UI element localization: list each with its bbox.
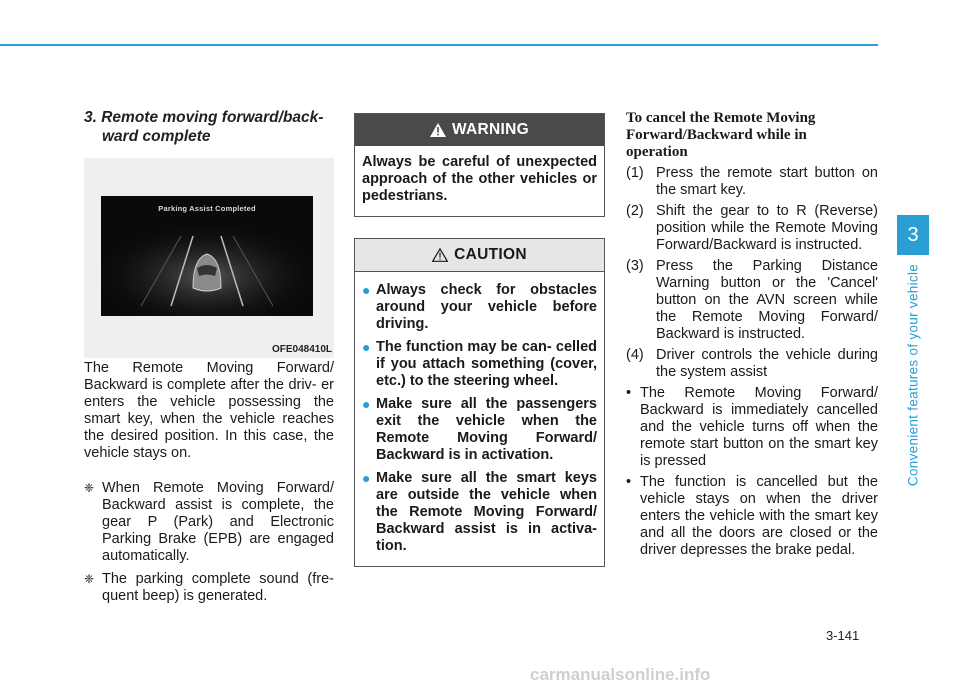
left-column: [84, 108, 334, 604]
warning-triangle-icon: [430, 123, 446, 137]
caution-list: [355, 272, 604, 555]
caution-item: ● Make sure all the passengers exit the vehicle when the Remote Moving Forward/ Backward is in activation.: [362, 396, 597, 463]
cancel-bullet: • The Remote Moving Forward/ Backward is immediately cancelled and the vehicle turns off when the remote start button on the smart key is pressed: [626, 385, 878, 469]
bullet-dot-icon: ●: [362, 282, 371, 298]
figure-code: OFE048410L: [271, 344, 332, 355]
note-item: ❈ The parking complete sound (fre- quent beep) is generated.: [84, 571, 334, 604]
right-column: [626, 110, 878, 559]
body-paragraph: The Remote Moving Forward/ Backward is complete after the driv- er enters the vehicle possessing the smart key, when the vehicle reaches the desired position. In this case, the vehicle stays on.: [84, 360, 334, 461]
bullet-dot-icon: •: [626, 385, 632, 401]
note-mark: ❈: [84, 481, 95, 495]
watermark: carmanualsonline.info: [530, 665, 711, 684]
cancel-step: (4) Driver controls the vehicle during the system assist: [626, 347, 878, 380]
screen-label: Parking Assist Completed: [158, 204, 256, 213]
bullet-dot-icon: ●: [362, 470, 371, 486]
caution-item: ● The function may be can- celled if you attach something (cover, etc.) to the steering wheel.: [362, 339, 597, 389]
note-mark: ❈: [84, 572, 95, 586]
chapter-title: Convenient features of your vehicle: [905, 263, 921, 487]
bullet-dot-icon: ●: [362, 396, 371, 412]
page-number: 3-141: [826, 628, 860, 643]
bullet-dot-icon: •: [626, 474, 632, 490]
top-rule: [0, 44, 878, 46]
figure: [84, 158, 334, 358]
cancel-bullet: • The function is cancelled but the vehicle stays on when the driver enters the vehicle with the smart key and all the doors are closed or the driver depresses the brake pedal.: [626, 474, 878, 558]
warning-text: Always be careful of unexpected approach of the other vehicles or pedestrians.: [362, 154, 597, 204]
caution-item: ● Always check for obstacles around your vehicle before driving.: [362, 282, 597, 332]
cancel-step: (3) Press the Parking Distance Warning button or the 'Cancel' button on the AVN screen while the Remote Moving Forward/ Backward is instructed.: [626, 258, 878, 342]
display-screen-image: [101, 196, 313, 316]
caution-box: [354, 238, 605, 567]
section-title: 3. Remote moving forward/back- ward complete: [84, 109, 324, 145]
cancel-step: (1) Press the remote start button on the smart key.: [626, 165, 878, 198]
caution-item: ● Make sure all the smart keys are outside the vehicle when the Remote Moving Forward/ Backward assist is in activa- tion.: [362, 470, 597, 554]
parked-car-illustration: [101, 196, 313, 316]
cancel-step: (2) Shift the gear to to R (Reverse) position while the Remote Moving Forward/Backward is instructed.: [626, 203, 878, 253]
warning-box: [354, 113, 605, 217]
caution-header: [355, 239, 604, 272]
caution-triangle-icon: [432, 248, 448, 262]
cancel-heading: To cancel the Remote Moving Forward/Backward while in operation: [626, 110, 816, 160]
chapter-tab: 3: [897, 215, 929, 255]
bullet-dot-icon: ●: [362, 339, 371, 355]
warning-header: [355, 114, 604, 146]
warning-title: WARNING: [451, 121, 529, 138]
caution-title: CAUTION: [454, 246, 527, 263]
note-item: ❈ When Remote Moving Forward/ Backward assist is complete, the gear P (Park) and Electronic Parking Brake (EPB) are engaged automatically.: [84, 480, 334, 564]
